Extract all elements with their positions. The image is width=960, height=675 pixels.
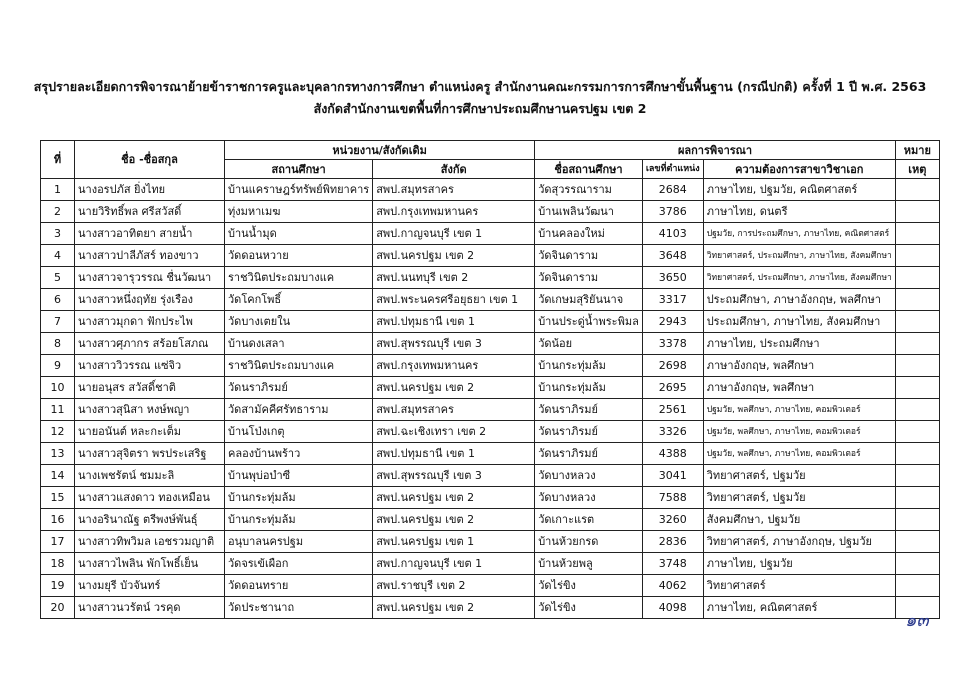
cell-orig-agency: สพป.สมุทรสาคร [373,399,535,421]
cell-subject: ภาษาอังกฤษ, พลศึกษา [703,377,895,399]
cell-subject: ภาษาไทย, คณิตศาสตร์ [703,597,895,619]
table-row [41,487,940,509]
cell-position-no: 2695 [642,377,703,399]
cell-orig-school: บ้านพุบ่อบำซี [225,465,373,487]
cell-position-no: 2943 [642,311,703,333]
document-subtitle: สังกัดสำนักงานเขตพื้นที่การศึกษาประถมศึกษานครปฐม เขต 2 [313,101,647,116]
table-row [41,597,940,619]
col-header-name: ชื่อ -ชื่อสกุล [75,141,225,179]
cell-remark [895,201,939,223]
cell-orig-school: วัดสามัคคีศรัทธาราม [225,399,373,421]
cell-orig-agency: สพป.พระนครศรีอยุธยา เขต 1 [373,289,535,311]
cell-remark [895,311,939,333]
cell-new-school: วัดจินดาราม [535,245,643,267]
cell-name: นางอรปภัส ยิ่งไทย [75,179,225,201]
cell-remark [895,179,939,201]
cell-orig-agency: สพป.กาญจนบุรี เขต 1 [373,223,535,245]
cell-new-school: บ้านกระทุ่มล้ม [535,355,643,377]
cell-orig-agency: สพป.นครปฐม เขต 2 [373,487,535,509]
cell-name: นางสาวปาลีภัสร์ ทองขาว [75,245,225,267]
cell-subject: วิทยาศาสตร์, ประถมศึกษา, ภาษาไทย, สังคมศึกษา [703,267,895,289]
cell-no: 5 [41,267,75,289]
cell-no: 9 [41,355,75,377]
cell-new-school: วัดบางหลวง [535,465,643,487]
cell-new-school: วัดนราภิรมย์ [535,443,643,465]
cell-remark [895,377,939,399]
table-row [41,179,940,201]
cell-orig-school: บ้านกระทุ่มล้ม [225,509,373,531]
cell-name: นางสาวศุภากร สร้อยโสภณ [75,333,225,355]
cell-name: นางมยุรี บัวจันทร์ [75,575,225,597]
cell-name: นางเพชรัตน์ ชมมะลิ [75,465,225,487]
table-row [41,223,940,245]
cell-new-school: บ้านคลองใหม่ [535,223,643,245]
cell-orig-school: คลองบ้านพร้าว [225,443,373,465]
cell-no: 12 [41,421,75,443]
table-row [41,399,940,421]
col-header-remark-1: หมาย [895,141,939,160]
cell-subject: ปฐมวัย, พลศึกษา, ภาษาไทย, คอมพิวเตอร์ [703,399,895,421]
cell-name: นางสาวหนึ่งฤทัย รุ่งเรือง [75,289,225,311]
cell-position-no: 3317 [642,289,703,311]
cell-subject: วิทยาศาสตร์ [703,575,895,597]
cell-name: นางสาวทิพวิมล เอชรวมญาติ [75,531,225,553]
cell-name: นางสาวมุกดา ฟักประไพ [75,311,225,333]
cell-position-no: 3748 [642,553,703,575]
cell-new-school: บ้านกระทุ่มล้ม [535,377,643,399]
cell-subject: ปฐมวัย, พลศึกษา, ภาษาไทย, คอมพิวเตอร์ [703,421,895,443]
cell-position-no: 2698 [642,355,703,377]
table-row [41,289,940,311]
cell-orig-school: บ้านน้ำมุด [225,223,373,245]
col-group-original: หน่วยงาน/สังกัดเดิม [225,141,535,160]
cell-position-no: 3260 [642,509,703,531]
cell-subject: ภาษาไทย, ปฐมวัย [703,553,895,575]
cell-orig-agency: สพป.นนทบุรี เขต 2 [373,267,535,289]
cell-remark [895,443,939,465]
cell-position-no: 4062 [642,575,703,597]
cell-orig-school: วัดนราภิรมย์ [225,377,373,399]
cell-subject: สังคมศึกษา, ปฐมวัย [703,509,895,531]
cell-no: 2 [41,201,75,223]
cell-orig-agency: สพป.กาญจนบุรี เขต 1 [373,553,535,575]
cell-new-school: วัดจินดาราม [535,267,643,289]
cell-new-school: วัดบางหลวง [535,487,643,509]
cell-orig-agency: สพป.ราชบุรี เขต 2 [373,575,535,597]
cell-orig-agency: สพป.นครปฐม เขต 2 [373,509,535,531]
cell-position-no: 2836 [642,531,703,553]
cell-subject: ภาษาไทย, ปฐมวัย, คณิตศาสตร์ [703,179,895,201]
table-row [41,267,940,289]
cell-remark [895,355,939,377]
cell-orig-school: บ้านโป่งเกตุ [225,421,373,443]
cell-remark [895,465,939,487]
cell-position-no: 3326 [642,421,703,443]
cell-new-school: วัดน้อย [535,333,643,355]
cell-no: 8 [41,333,75,355]
cell-subject: ภาษาไทย, ดนตรี [703,201,895,223]
table-row [41,355,940,377]
cell-position-no: 3378 [642,333,703,355]
transfer-results-table [40,140,940,619]
cell-subject: วิทยาศาสตร์, ปฐมวัย [703,487,895,509]
cell-no: 15 [41,487,75,509]
cell-remark [895,333,939,355]
cell-subject: ปฐมวัย, พลศึกษา, ภาษาไทย, คอมพิวเตอร์ [703,443,895,465]
cell-orig-agency: สพป.ปทุมธานี เขต 1 [373,311,535,333]
cell-position-no: 2561 [642,399,703,421]
cell-orig-agency: สพป.นครปฐม เขต 2 [373,377,535,399]
col-header-orig-school: สถานศึกษา [225,160,373,179]
document-title: สรุปรายละเอียดการพิจารณาย้ายข้าราชการครูและบุคลากรทางการศึกษา ตำแหน่งครู สำนักงานคณะกรรมการการศึกษาขั้นพื้นฐาน (กรณีปกติ) ครั้งที่ 1 ปี พ.ศ. 2563 [33,79,927,94]
cell-orig-agency: สพป.นครปฐม เขต 2 [373,597,535,619]
cell-name: นางสาววิวรรณ แซ่จิว [75,355,225,377]
table-row [41,201,940,223]
table-row [41,509,940,531]
cell-no: 13 [41,443,75,465]
cell-new-school: วัดนราภิรมย์ [535,399,643,421]
cell-position-no: 3648 [642,245,703,267]
cell-orig-school: วัดบางเตยใน [225,311,373,333]
cell-orig-school: วัดดอนหวาย [225,245,373,267]
cell-new-school: บ้านประดู่น้ำพระพิมล [535,311,643,333]
cell-no: 20 [41,597,75,619]
cell-no: 3 [41,223,75,245]
cell-remark [895,245,939,267]
cell-orig-school: บ้านดงเสลา [225,333,373,355]
col-header-no: ที่ [41,141,75,179]
col-header-new-school: ชื่อสถานศึกษา [535,160,643,179]
cell-subject: ปฐมวัย, การประถมศึกษา, ภาษาไทย, คณิตศาสตร์ [703,223,895,245]
cell-remark [895,421,939,443]
cell-new-school: วัดนราภิรมย์ [535,421,643,443]
table-row [41,531,940,553]
table-row [41,311,940,333]
cell-orig-agency: สพป.ปทุมธานี เขต 1 [373,443,535,465]
table-row [41,245,940,267]
cell-new-school: บ้านห้วยพลู [535,553,643,575]
cell-no: 6 [41,289,75,311]
cell-orig-agency: สพป.สุพรรณบุรี เขต 3 [373,333,535,355]
cell-orig-school: ราชวินิตประถมบางแค [225,267,373,289]
cell-name: นางสาวสุจิตรา พรประเสริฐ [75,443,225,465]
cell-name: นางอรินาณัฐ ตรีพงษ์พันธุ์ [75,509,225,531]
cell-no: 19 [41,575,75,597]
cell-name: นางสาวสุนิสา หงษ์พญา [75,399,225,421]
cell-new-school: วัดไร่ขิง [535,575,643,597]
cell-no: 17 [41,531,75,553]
cell-subject: วิทยาศาสตร์, ปฐมวัย [703,465,895,487]
cell-orig-school: วัดดอนทราย [225,575,373,597]
cell-position-no: 3041 [642,465,703,487]
cell-name: นายวิริทธิ์พล ศรีสวัสดิ์ [75,201,225,223]
cell-orig-agency: สพป.สมุทรสาคร [373,179,535,201]
cell-no: 18 [41,553,75,575]
cell-remark [895,223,939,245]
cell-position-no: 3786 [642,201,703,223]
cell-no: 7 [41,311,75,333]
cell-new-school: บ้านเพลินวัฒนา [535,201,643,223]
cell-remark [895,289,939,311]
cell-position-no: 4388 [642,443,703,465]
cell-no: 4 [41,245,75,267]
cell-new-school: บ้านห้วยกรด [535,531,643,553]
cell-new-school: วัดสุวรรณาราม [535,179,643,201]
cell-orig-school: บ้านกระทุ่มล้ม [225,487,373,509]
cell-name: นางสาวจารุวรรณ ชื่นวัฒนา [75,267,225,289]
cell-orig-agency: สพป.นครปฐม เขต 2 [373,245,535,267]
cell-subject: วิทยาศาสตร์, ประถมศึกษา, ภาษาไทย, สังคมศึกษา [703,245,895,267]
cell-position-no: 2684 [642,179,703,201]
cell-new-school: วัดเกาะแรต [535,509,643,531]
cell-orig-agency: สพป.ฉะเชิงเทรา เขต 2 [373,421,535,443]
cell-remark [895,267,939,289]
cell-subject: ภาษาไทย, ประถมศึกษา [703,333,895,355]
col-header-orig-agency: สังกัด [373,160,535,179]
cell-position-no: 3650 [642,267,703,289]
cell-orig-agency: สพป.สุพรรณบุรี เขต 3 [373,465,535,487]
page-number-mark: ๑๓ [905,610,929,631]
table-body [41,179,940,619]
cell-orig-agency: สพป.กรุงเทพมหานคร [373,355,535,377]
cell-remark [895,509,939,531]
cell-position-no: 4103 [642,223,703,245]
cell-orig-school: ทุ่งมหาเมฆ [225,201,373,223]
cell-subject: ประถมศึกษา, ภาษาอังกฤษ, พลศึกษา [703,289,895,311]
cell-no: 11 [41,399,75,421]
cell-name: นายอนุสร สวัสดิ์ชาติ [75,377,225,399]
cell-no: 16 [41,509,75,531]
cell-no: 14 [41,465,75,487]
cell-orig-school: วัดโคกโพธิ์ [225,289,373,311]
cell-subject: วิทยาศาสตร์, ภาษาอังกฤษ, ปฐมวัย [703,531,895,553]
cell-remark [895,531,939,553]
cell-subject: ประถมศึกษา, ภาษาไทย, สังคมศึกษา [703,311,895,333]
cell-name: นางสาวแสงดาว ทองเหมือน [75,487,225,509]
cell-remark [895,399,939,421]
col-header-position-no: เลขที่ตำแหน่ง [642,160,703,179]
cell-subject: ภาษาอังกฤษ, พลศึกษา [703,355,895,377]
cell-orig-agency: สพป.นครปฐม เขต 1 [373,531,535,553]
table-row [41,465,940,487]
col-group-result: ผลการพิจารณา [535,141,896,160]
table-row [41,333,940,355]
cell-no: 1 [41,179,75,201]
cell-position-no: 7588 [642,487,703,509]
table-row [41,377,940,399]
cell-orig-school: วัดประชานาถ [225,597,373,619]
cell-new-school: วัดเกษมสุริยันนาจ [535,289,643,311]
table-row [41,421,940,443]
cell-no: 10 [41,377,75,399]
cell-orig-school: บ้านแคราษฎร์ทรัพย์พิทยาคาร [225,179,373,201]
cell-orig-school: วัดจรเข้เผือก [225,553,373,575]
cell-name: นายอนันต์ หละกะเต็ม [75,421,225,443]
cell-position-no: 4098 [642,597,703,619]
table-row [41,553,940,575]
cell-remark [895,487,939,509]
cell-remark [895,575,939,597]
cell-name: นางสาวนวรัตน์ วรคุด [75,597,225,619]
col-header-remark-2: เหตุ [895,160,939,179]
col-header-subject: ความต้องการสาขาวิชาเอก [703,160,895,179]
table-row [41,443,940,465]
cell-name: นางสาวอาทิตยา สายน้ำ [75,223,225,245]
cell-orig-agency: สพป.กรุงเทพมหานคร [373,201,535,223]
cell-remark [895,553,939,575]
cell-orig-school: อนุบาลนครปฐม [225,531,373,553]
table-row [41,575,940,597]
cell-orig-school: ราชวินิตประถมบางแค [225,355,373,377]
cell-new-school: วัดไร่ขิง [535,597,643,619]
cell-name: นางสาวไพลิน พักโพธิ์เย็น [75,553,225,575]
